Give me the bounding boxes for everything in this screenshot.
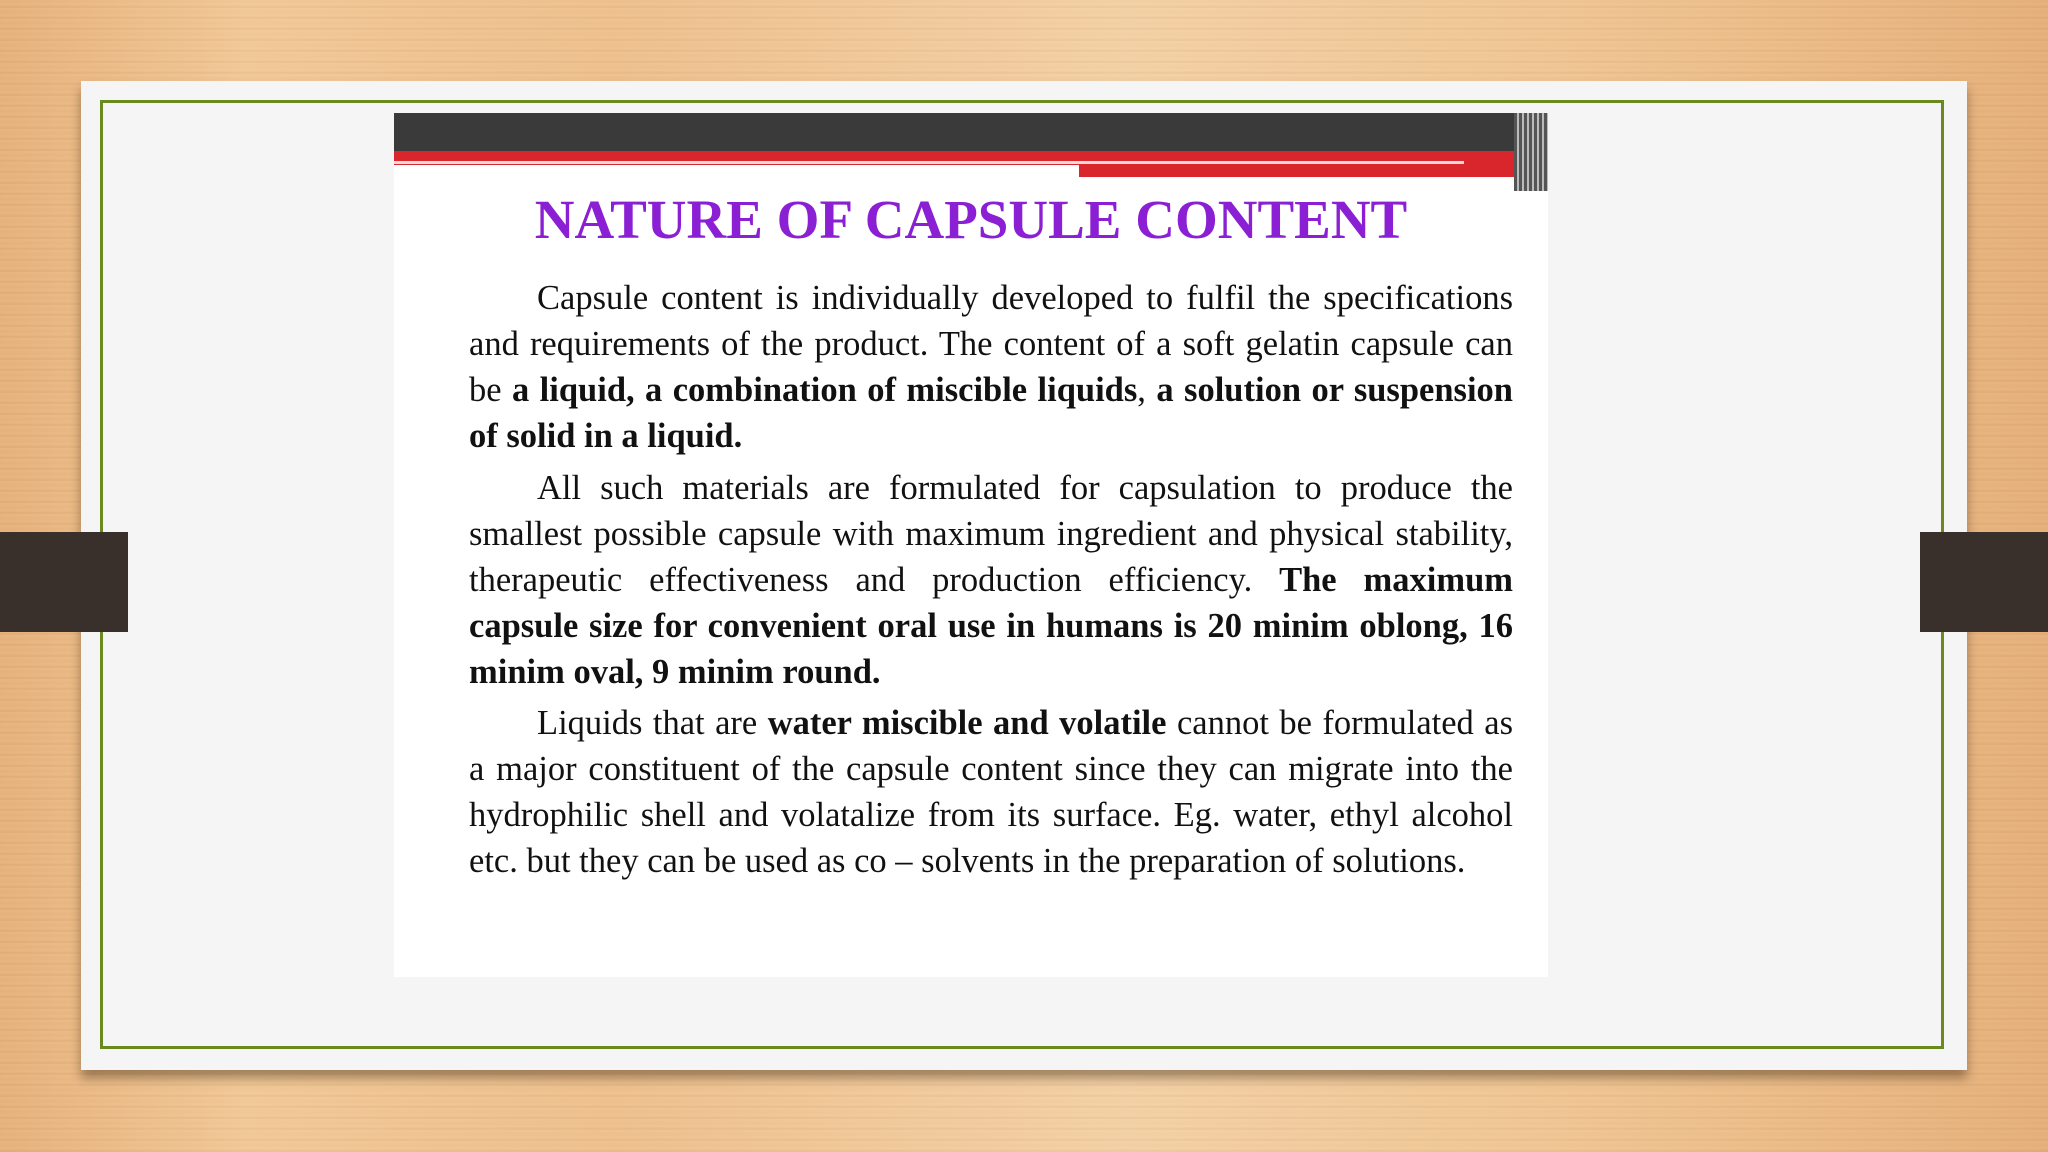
right-decor-tab <box>1920 532 2048 632</box>
slide-title: NATURE OF CAPSULE CONTENT <box>534 189 1408 250</box>
paragraph-1-text-a: Capsule content is individually developed to fulfil the specifications and requirements of the product. The content of a soft gelatin capsule can be <box>469 279 1513 409</box>
document-image <box>394 113 1548 977</box>
paragraph-1-text-b: , <box>1137 371 1157 409</box>
left-decor-tab <box>0 532 128 632</box>
paragraph-1 <box>469 275 1513 459</box>
header-red-tab <box>1079 165 1548 177</box>
paragraph-1-bold-a: a liquid, a combination of miscible liquids <box>512 371 1138 409</box>
paragraph-3-text-a: Liquids that are <box>537 704 768 742</box>
paragraph-3-bold-a: water miscible and volatile <box>767 704 1167 742</box>
paragraph-2 <box>469 465 1513 695</box>
header-stripes <box>1514 113 1548 191</box>
paragraph-1-bold-b: a solution or suspension of solid in a liquid. <box>469 371 1513 455</box>
paragraph-3-text-b: cannot be formulated as a major constituent of the capsule content since they can migrate into the hydrophilic shell and volatalize from its surface. Eg. water, ethyl alcohol etc. but they can be used as co – solvents in the preparation of solutions. <box>469 704 1513 880</box>
header-dark-band <box>394 113 1548 151</box>
paragraph-2-bold-a: The maximum capsule size for convenient oral use in humans is 20 minim oblong, 16 minim oval, 9 minim round. <box>469 561 1514 691</box>
paragraph-2-text-a: All such materials are formulated for capsulation to produce the smallest possible capsule with maximum ingredient and physical stability, therapeutic effectiveness and production efficiency. <box>469 469 1513 599</box>
header-highlight-line <box>394 161 1464 164</box>
paragraph-3 <box>469 700 1513 884</box>
